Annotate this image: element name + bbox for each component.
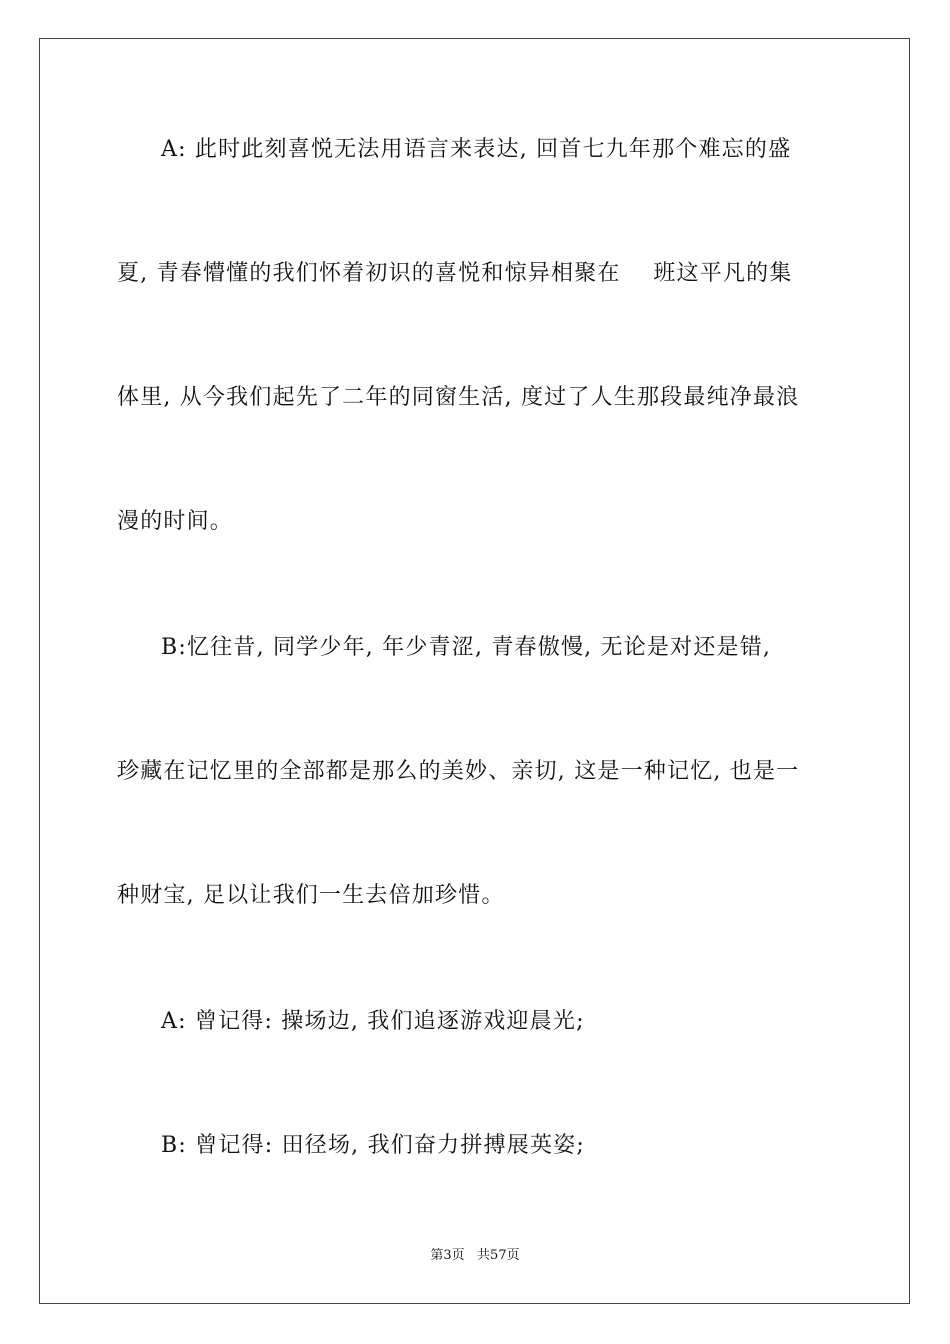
- text-line: 珍藏在记忆里的全部都是那么的美妙、亲切, 这是一种记忆, 也是一: [117, 759, 800, 784]
- text-line: B:忆往昔, 同学少年, 年少青涩, 青春傲慢, 无论是对还是错,: [161, 635, 772, 660]
- page-border: [39, 38, 910, 1304]
- text-line: 体里, 从今我们起先了二年的同窗生活, 度过了人生那段最纯净最浪: [117, 385, 800, 410]
- text-line: A: 此时此刻喜悦无法用语言来表达, 回首七九年那个难忘的盛: [161, 137, 792, 162]
- text-line: 漫的时间。: [117, 509, 234, 534]
- text-line: 种财宝, 足以让我们一生去倍加珍惜。: [117, 883, 505, 908]
- page-number-footer: 第3页 共57页: [430, 1248, 520, 1263]
- text-line: B: 曾记得: 田径场, 我们奋力拼搏展英姿;: [161, 1133, 585, 1158]
- text-line: 夏, 青春懵懂的我们怀着初识的喜悦和惊异相聚在 班这平凡的集: [117, 261, 793, 286]
- text-line: A: 曾记得: 操场边, 我们追逐游戏迎晨光;: [161, 1009, 585, 1034]
